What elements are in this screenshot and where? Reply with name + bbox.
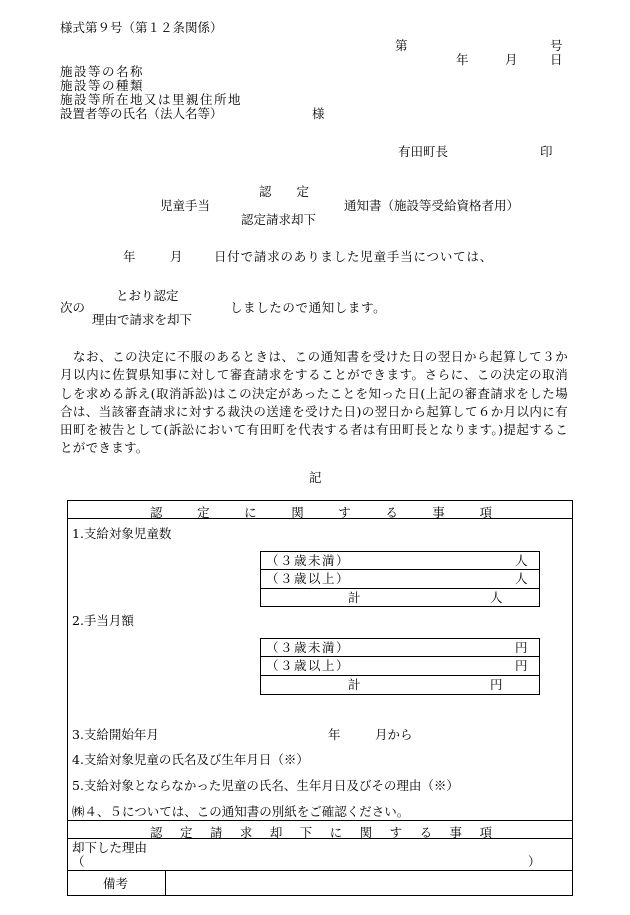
rejection-reason-open: （ xyxy=(72,854,85,869)
amount-total-unit: 円 xyxy=(490,677,503,692)
kyakka-section-header: 認 定 請 求 却 下 に 関 す る 事 項 xyxy=(150,825,492,840)
title-kyakka: 認定請求却下 xyxy=(241,212,317,227)
date-month: 月 xyxy=(505,52,518,67)
title-nintei: 認 定 xyxy=(259,184,310,199)
children-under3-label: （３歳未満） xyxy=(266,553,351,568)
recipient-facility-type: 施設等の種類 xyxy=(60,78,145,93)
separate-sheet-note: ㈱４、５については、この通知書の別紙をご確認ください。 xyxy=(72,804,410,819)
form-label: 様式第９号（第１２条関係） xyxy=(60,20,223,35)
item-ineligible-children: 5.支給対象とならなかった児童の氏名、生年月日及びその理由（※） xyxy=(72,778,459,793)
intro-month: 月 xyxy=(170,249,183,264)
amount-over3-unit: 円 xyxy=(515,658,528,673)
remarks-label: 備考 xyxy=(103,876,129,891)
item-children-count: 1.支給対象児童数 xyxy=(72,526,172,541)
issuer-name: 有田町長 xyxy=(398,144,449,159)
item-monthly-amount: 2.手当月額 xyxy=(72,613,134,628)
date-day: 日 xyxy=(550,52,563,67)
children-total-unit: 人 xyxy=(490,590,503,605)
title-notice-type: 通知書（施設等受給資格者用） xyxy=(344,198,520,213)
recipient-facility-name: 施設等の名称 xyxy=(60,64,145,79)
intro-text: 日付で請求のありました児童手当については、 xyxy=(214,249,494,264)
amount-over3-label: （３歳以上） xyxy=(266,658,351,673)
recipient-establisher-name: 設置者等の氏名（法人名等） xyxy=(60,106,223,121)
rejection-reason-close: ） xyxy=(528,854,541,869)
children-over3-label: （３歳以上） xyxy=(266,571,351,586)
appeal-paragraph: なお、この決定に不服のあるときは、この通知書を受けた日の翌日から起算して３か月以内に佐賀県知事に対して審査請求をすることができます。さらに、この決定の取消しを求める訴え(取消訴訟)はこの決定があったことを知った日(上記の審査請求をした場合は、当該審査請求に対する裁決の送達を受けた日)の翌日から起算して６か月以内に有田町を被告として(訴訟において有田町を代表する者は有田町長となります。)提起することができます。 xyxy=(60,349,568,456)
children-over3-unit: 人 xyxy=(515,571,528,586)
amount-under3-unit: 円 xyxy=(515,640,528,655)
nintei-section-header: 認 定 に 関 す る 事 項 xyxy=(150,505,492,520)
payment-start-year: 年 xyxy=(328,727,341,742)
decision-notice: しましたので通知します。 xyxy=(230,300,387,315)
rejection-reason-label: 却下した理由 xyxy=(72,840,148,855)
document-number-suffix: 号 xyxy=(550,38,563,53)
decision-rejected: 理由で請求を却下 xyxy=(92,312,193,327)
decision-approved: とおり認定 xyxy=(116,288,179,303)
title-jido-teate: 児童手当 xyxy=(160,198,211,213)
children-total-label: 計 xyxy=(348,590,361,605)
intro-year: 年 xyxy=(123,249,136,264)
decision-tsugi: 次の xyxy=(60,300,86,315)
recipient-facility-address: 施設等所在地又は里親住所地 xyxy=(60,92,243,107)
ki-label: 記 xyxy=(309,470,322,485)
children-under3-unit: 人 xyxy=(515,553,528,568)
amount-total-label: 計 xyxy=(348,677,361,692)
amount-under3-label: （３歳未満） xyxy=(266,640,351,655)
item-payment-start: 3.支給開始年月 xyxy=(72,727,159,742)
document-number-prefix: 第 xyxy=(395,38,408,53)
date-year: 年 xyxy=(456,52,469,67)
item-child-names: 4.支給対象児童の氏名及び生年月日（※） xyxy=(72,752,309,767)
recipient-honorific: 様 xyxy=(312,106,325,121)
issuer-seal: 印 xyxy=(540,144,553,159)
payment-start-month: 月から xyxy=(375,727,413,742)
